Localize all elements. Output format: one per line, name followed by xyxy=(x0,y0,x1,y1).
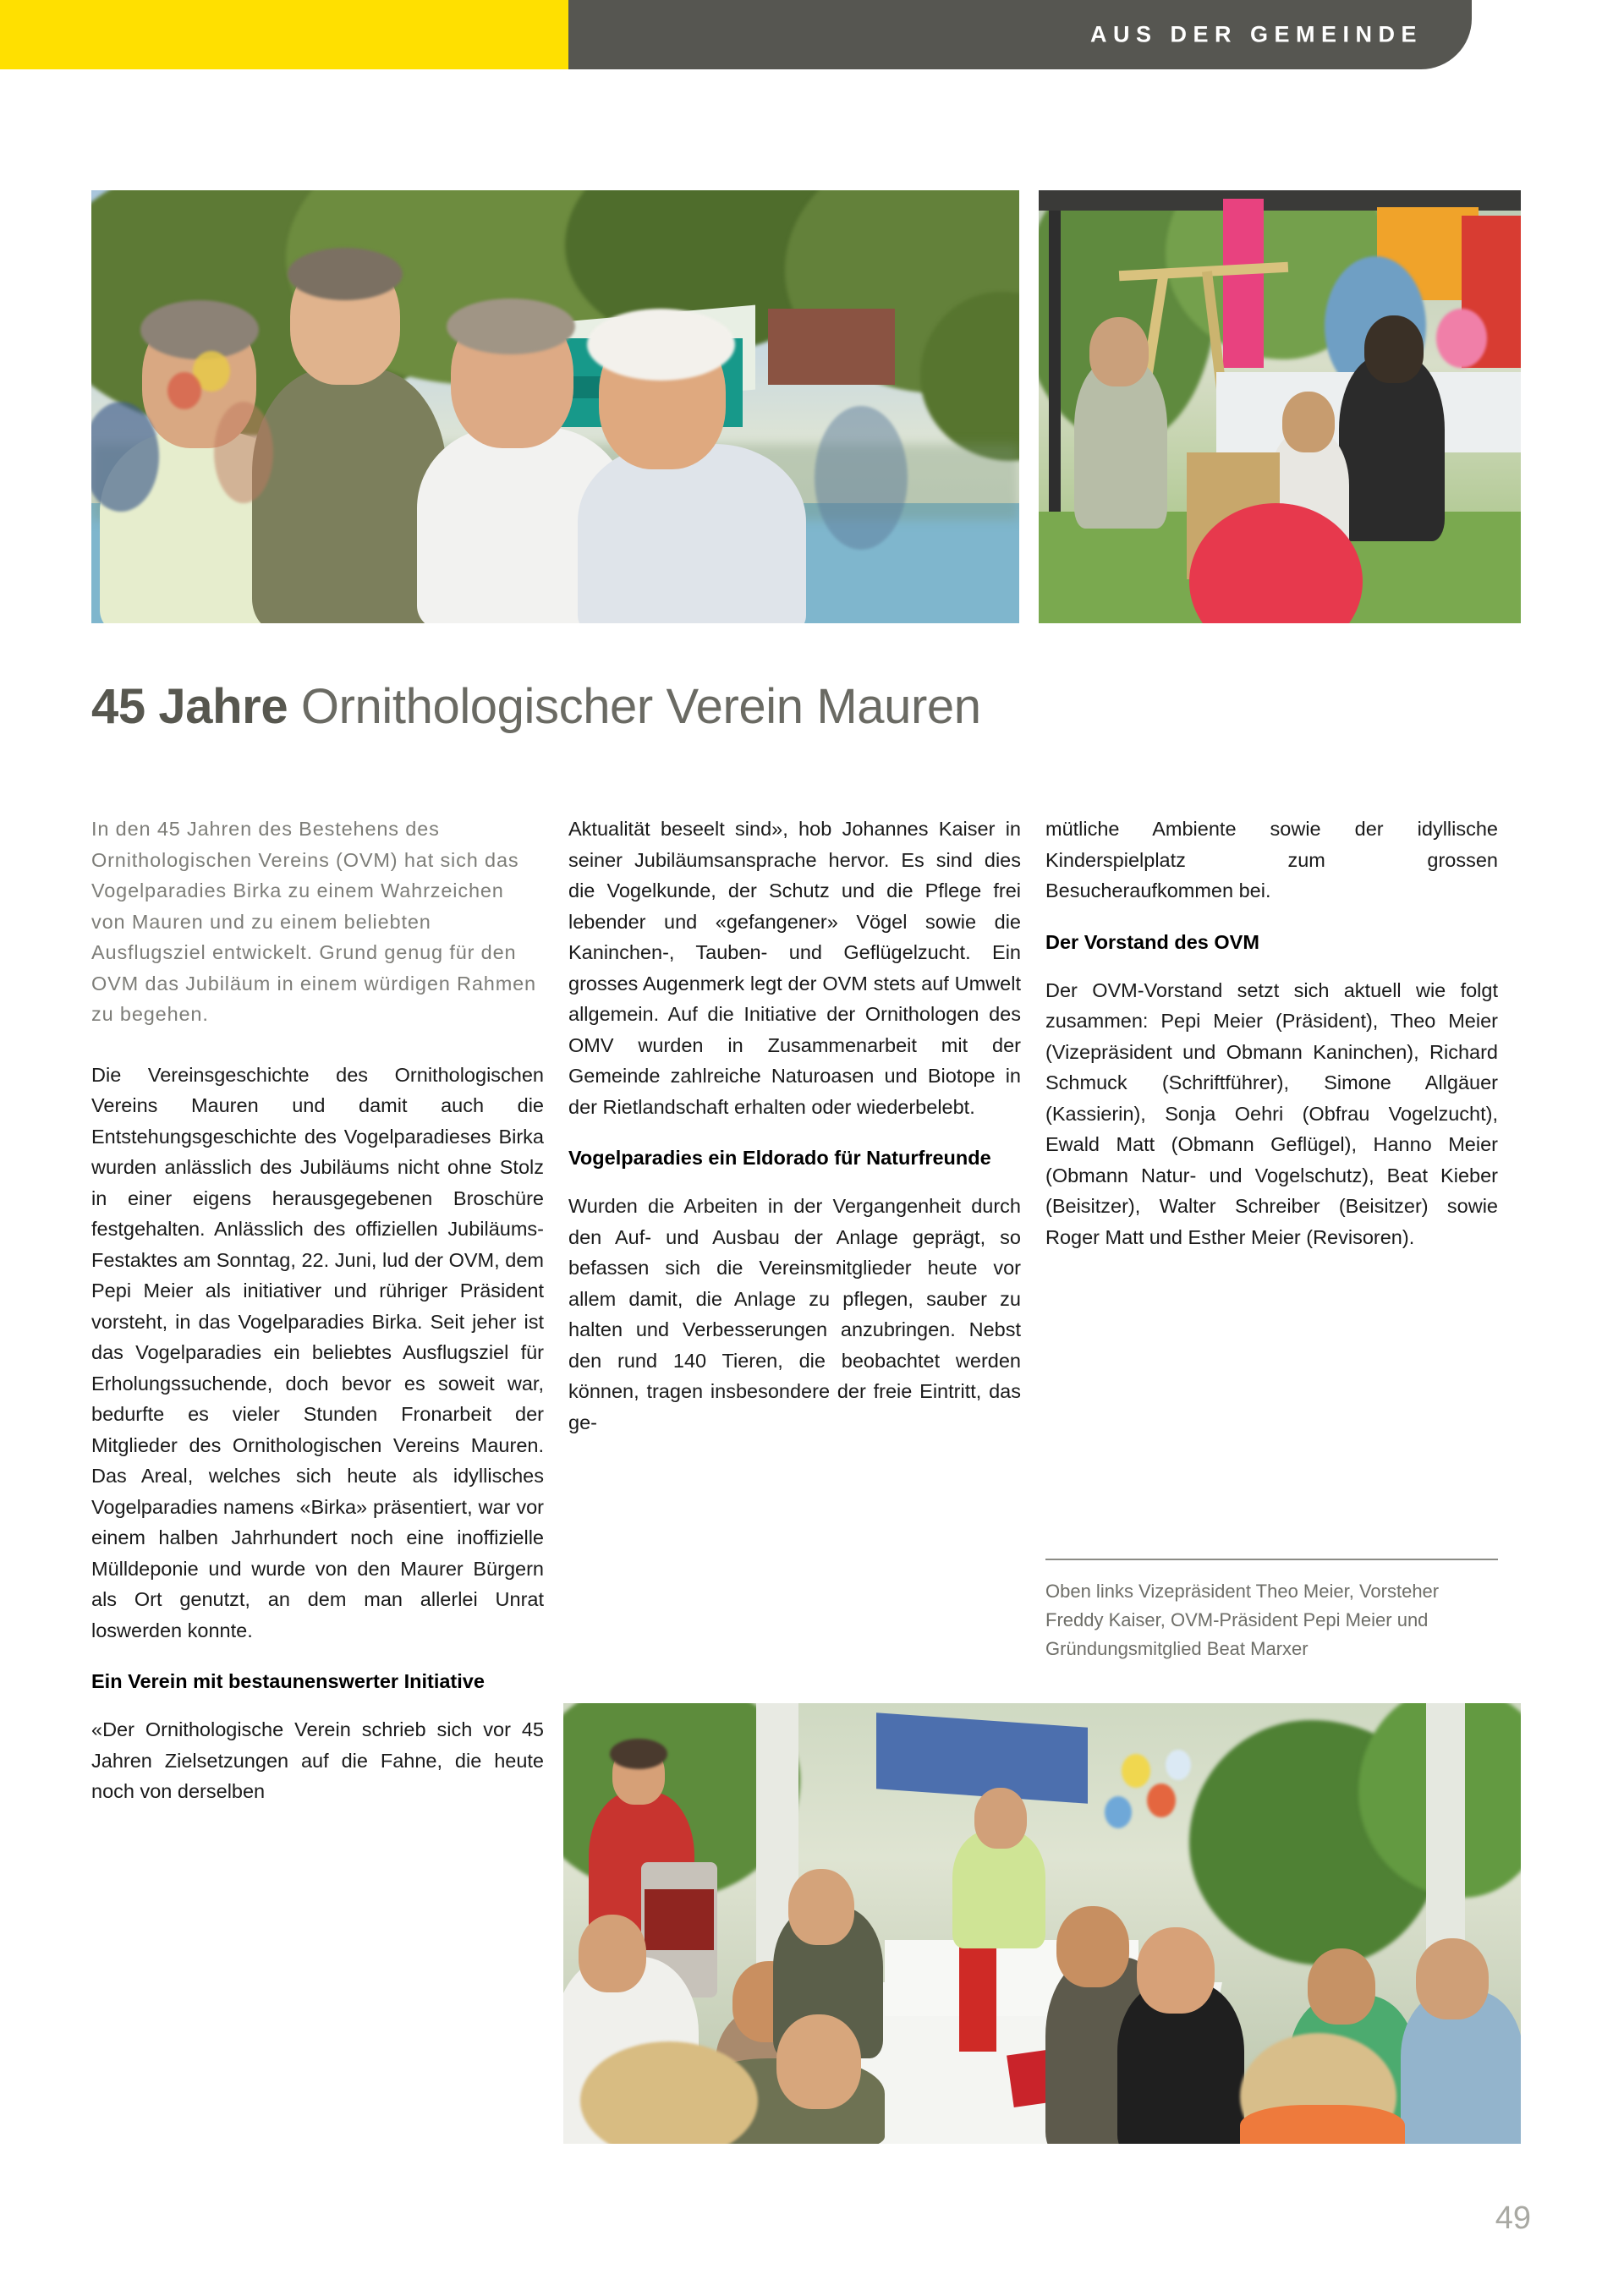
section-label: AUS DER GEMEINDE xyxy=(1089,21,1423,47)
header-yellow-block xyxy=(0,0,568,69)
person-hair xyxy=(447,299,575,354)
balloon xyxy=(1122,1754,1150,1788)
body-paragraph: Die Vereinsgeschichte des Ornithologischen Vereins Mauren und damit auch die Entstehungsgeschichte des Vogelparadieses Birka wurden anlässlich des Jubiläums nicht ohne Stolz in einer eigens herausgegebenen Broschüre festgehalten. Anlässlich des offiziellen Jubiläums-Festaktes am Sonntag, 22. Juni, lud der OVM, dem Pepi Meier als initiativer und rühriger Präsident vorsteht, in das Vogelparadies Birka. Seit jeher ist das Vogelparadies ein beliebtes Ausflugsziel für Erholungssuchende, doch bevor es soweit war, bedurfte es vieler Stunden Fronarbeit der Mitglieder des Ornithologischen Vereins Mauren. Das Areal, welches sich heute als idyllisches Vogelparadies namens «Birka» präsentiert, war vor einem halben Jahrhundert noch eine inoffizielle Mülldeponie und wurde von den Maurer Bürgern als Ort genutzt, an dem man allerlei Unrat loswerden konnte. xyxy=(91,1063,544,1641)
photo-bottom-scene xyxy=(563,1703,1521,2144)
body-paragraph: mütliche Ambiente sowie der idyllische Kinderspielplatz zum grossen Besucheraufkommen bei. xyxy=(1045,818,1498,901)
subheading-vorstand: Der Vorstand des OVM xyxy=(1045,930,1259,953)
photo-top-left xyxy=(91,190,1019,623)
photo-top-right xyxy=(1039,190,1521,623)
photo-top-left-scene xyxy=(91,190,1019,623)
person-body xyxy=(578,444,806,623)
accordion-bellows xyxy=(645,1889,714,1950)
person-head xyxy=(579,1915,646,1992)
page-header xyxy=(0,0,1624,69)
background-figure xyxy=(214,402,273,503)
person-head xyxy=(1089,317,1149,386)
person-head xyxy=(1137,1927,1215,2014)
text-column-2 xyxy=(568,814,1021,1438)
header-gray-block xyxy=(568,0,1472,69)
page-title-light: Ornithologischer Verein Mauren xyxy=(288,679,981,734)
person-hair xyxy=(288,248,403,300)
text-column-1 xyxy=(91,814,544,1807)
page-title xyxy=(91,679,1529,734)
person-head xyxy=(974,1788,1027,1849)
balloon xyxy=(1105,1796,1132,1828)
photo-bottom xyxy=(563,1703,1521,2144)
photo-caption: Oben links Vizepräsident Theo Meier, Vorsteher Freddy Kaiser, OVM-Präsident Pepi Meier und Gründungsmitglied Beat Marxer xyxy=(1045,1581,1440,1659)
blue-parasol xyxy=(876,1712,1088,1803)
page-title-bold: 45 Jahre xyxy=(91,679,288,734)
person-cap xyxy=(587,309,735,381)
person-body xyxy=(1240,2105,1405,2144)
balloon xyxy=(1166,1750,1191,1780)
person-body xyxy=(1339,355,1445,541)
person-head xyxy=(776,2014,861,2109)
body-paragraph: Aktualität beseelt sind», hob Johannes Kaiser in seiner Jubiläumsansprache hervor. Es sind dies die Vogelkunde, der Schutz und die Pflege frei lebender und «gefangener» Vögel sowie die Kaninchen-, Tauben- und Geflügelzucht. Ein grosses Augenmerk legt der OVM stets auf Umwelt allgemein. Auf die Initiative der Ornithologen des OMV wurden in Zusammenarbeit mit der Gemeinde zahlreiche Naturoasen und Biotope in der Rietlandschaft erhalten oder wiederbelebt. xyxy=(568,818,1021,1118)
pink-banner xyxy=(1223,199,1264,368)
juice-carton xyxy=(959,1942,996,2052)
house-roof xyxy=(768,309,895,385)
person-head xyxy=(1364,315,1424,383)
caption-divider xyxy=(1045,1559,1498,1560)
accordion-player-hair xyxy=(610,1739,667,1769)
person-head xyxy=(1282,392,1335,452)
subheading-eldorado: Vogelparadies ein Eldorado für Naturfreunde xyxy=(568,1147,991,1169)
subheading-initiative: Ein Verein mit bestaunenswerter Initiative xyxy=(91,1670,485,1692)
body-paragraph: Wurden die Arbeiten in der Vergangenheit durch den Auf- und Ausbau der Anlage geprägt, so befassen sich die Vereinsmitglieder heute vor allem damit, die Anlage zu pflegen, sauber zu halten und Verbesserungen anzubringen. Nebst den rund 140 Tieren, die beobachtet werden können, tragen insbesondere der freie Eintritt, das ge- xyxy=(568,1195,1021,1433)
photo-top-right-scene xyxy=(1039,190,1521,623)
body-paragraph: Der OVM-Vorstand setzt sich aktuell wie folgt zusammen: Pepi Meier (Präsident), Theo Meier (Vizepräsident und Obmann Kaninchen), Richard Schmuck (Schriftführer), Simone Allgäuer (Kassierin), Sonja Oehri (Obfrau Vogelzucht), Ewald Matt (Obmann Geflügel), Hanno Meier (Obmann Natur- und Vogelschutz), Beat Kieber (Beisitzer), Walter Schreiber (Beisitzer) sowie Roger Matt und Esther Meier (Revisoren). xyxy=(1045,978,1498,1248)
lead-paragraph: In den 45 Jahren des Bestehens des Ornithologischen Vereins (OVM) hat sich das Vogelparadies Birka zu einem Wahrzeichen von Mauren und zu einem beliebten Ausflugsziel entwickelt. Grund genug für den OVM das Jubiläum in einem würdigen Rahmen zu begehen. xyxy=(91,818,536,1025)
photo-caption-block xyxy=(1045,1559,1498,1663)
person-head xyxy=(1308,1948,1375,2025)
background-balloon xyxy=(167,372,201,409)
page-number: 49 xyxy=(1495,2200,1531,2236)
body-paragraph: «Der Ornithologische Verein schrieb sich vor 45 Jahren Zielsetzungen auf die Fahne, die heute noch von derselben xyxy=(91,1718,544,1802)
person-head xyxy=(1056,1906,1129,1987)
person-hair xyxy=(140,300,259,359)
balloon xyxy=(1147,1784,1176,1817)
person-head xyxy=(788,1869,854,1945)
text-column-3 xyxy=(1045,814,1498,1252)
person-head xyxy=(1416,1938,1489,2019)
balloon xyxy=(1436,309,1487,368)
background-figure xyxy=(815,406,908,550)
